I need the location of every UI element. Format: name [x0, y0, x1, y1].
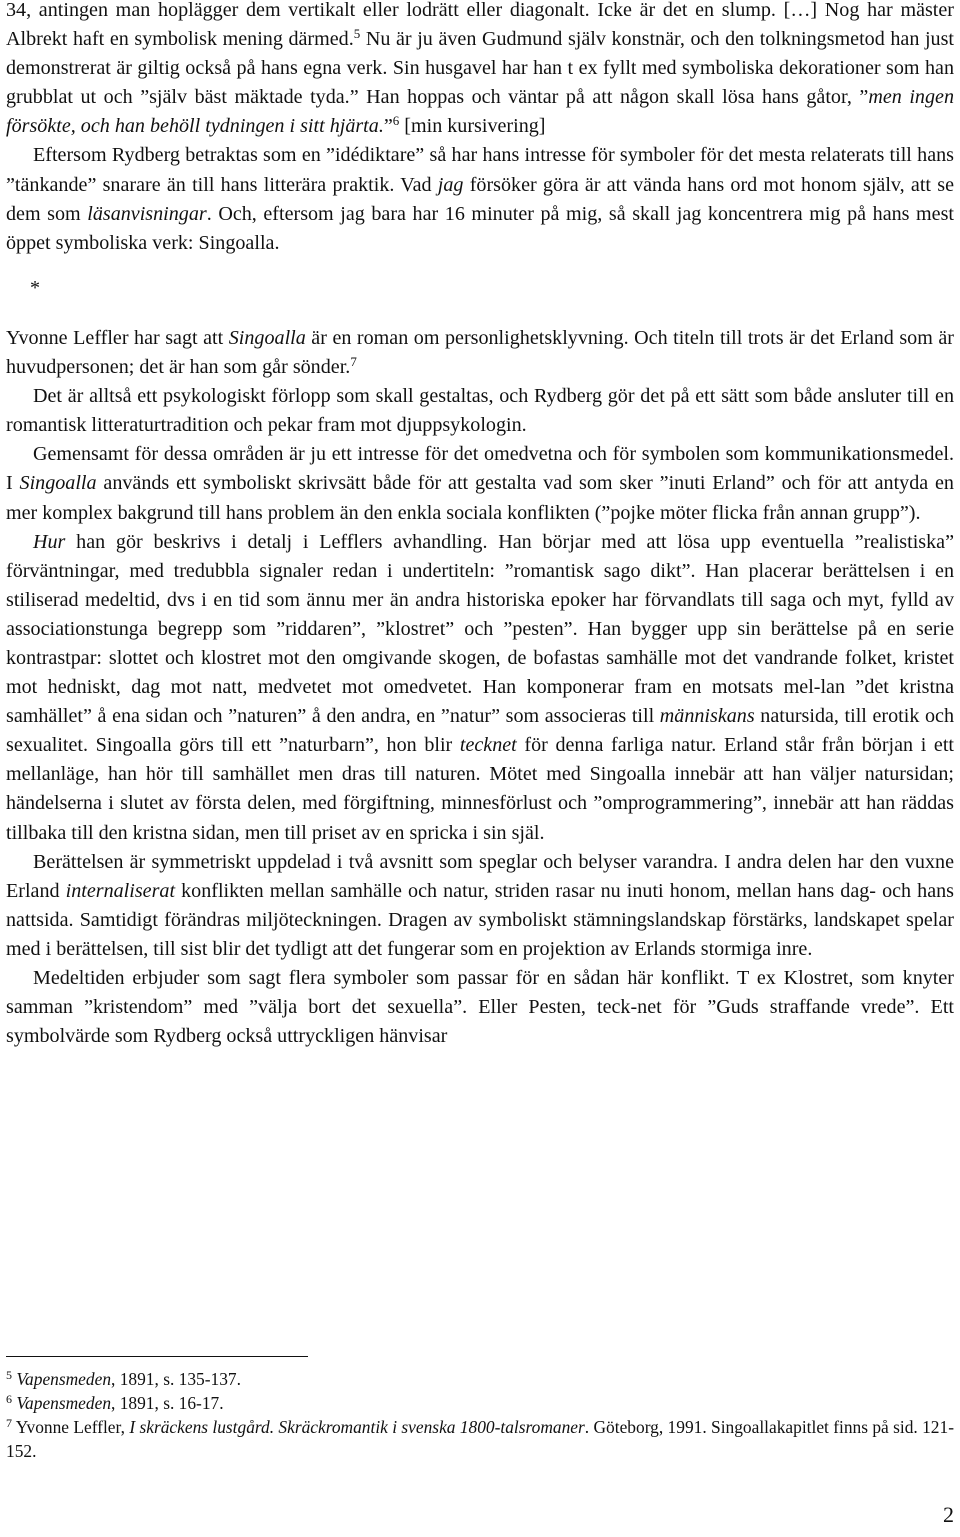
paragraph [6, 0, 954, 141]
text-run: är en roman om personlighetsklyvning. Och titeln till trots är det Erland som är huvudpersonen; det är han som går sönder. [6, 326, 954, 379]
footnotes [6, 1367, 954, 1463]
paragraph [6, 141, 954, 257]
text-run: används ett symboliskt skrivsätt både för att gestalta vad som sker ”inuti Erland” och för att antyda en mer komplex bakgrund till hans problem än den enkla sociala konflikten (”pojke möter flicka från annan grupp”). [6, 472, 954, 524]
text-run: Berättelsen är symmetriskt uppdelad i två avsnitt som speglar och belyser varandra. I andra delen har den vuxne Erland [6, 850, 954, 902]
italic-text: men ingen försökte, och han behöll tydningen i sitt hjärta. [6, 86, 954, 138]
paragraph [6, 440, 954, 527]
footnote-marker: 5 [6, 1368, 12, 1382]
text-run: konflikten mellan samhälle och natur, striden rasar nu inuti honom, mellan hans dag- och hans nattsida. Samtidigt förändras miljöteckningen. Dragen av symboliskt stämningslandskap förstärks, landskapet spelar med i berättelsen, till sist blir det tydligt att det fungerar som en projektion av Erlands stormiga inre. [6, 879, 954, 960]
footnote [6, 1367, 954, 1391]
italic-text: I skräckens lustgård. Skräckromantik i svenska 1800-talsromaner [129, 1417, 585, 1437]
text-run: Gemensamt för dessa områden är ju ett intresse för det omedvetna och för symbolen som kommunikationsmedel. I [6, 443, 954, 495]
paragraph [6, 382, 954, 440]
footnote [6, 1391, 954, 1415]
italic-text: Vapensmeden [16, 1369, 112, 1389]
text-run: försöker göra är att vända hans ord mot honom själv, att se dem som [6, 173, 954, 225]
footnote-marker: 6 [392, 113, 400, 129]
paragraph [6, 848, 954, 964]
paragraph [6, 528, 954, 848]
page-number: 2 [943, 1502, 954, 1527]
footnote-marker: 5 [353, 26, 361, 42]
paragraph [6, 324, 954, 382]
footnote-marker: 7 [350, 354, 357, 370]
text-run: natursida, till erotik och sexualitet. Singoalla görs till ett ”naturbarn”, hon blir [6, 705, 954, 757]
text-run: Det är alltså ett psykologiskt förlopp som skall gestaltas, och Rydberg gör det på ett sätt som både ansluter till en romantisk litteraturtradition och pekar fram mot djuppsykologin. [6, 385, 954, 437]
text-run: , 1891, s. 135-137. [111, 1369, 241, 1389]
text-run: 34, antingen man hoplägger dem vertikalt eller lodrätt eller diagonalt. Icke är det en slump. […] Nog har mäster Albrekt haft en symbolisk mening därmed. [6, 0, 954, 51]
text-run: Medeltiden erbjuder som sagt flera symboler som passar för en sådan här konflikt. T ex Klostret, som knyter samman ”kristendom” med ”välja bort det sexuella”. Eller Pesten, teck-net för ”Guds straffande vrede”. Ett symbolvärde som Rydberg också uttryckligen hänvisar [6, 967, 954, 1048]
footnote [6, 1415, 954, 1463]
italic-text: Singoalla [19, 472, 97, 495]
footnote-marker: 7 [6, 1416, 12, 1430]
italic-text: tecknet [459, 734, 517, 757]
paragraph [6, 964, 954, 1051]
text-run: Yvonne Leffler har sagt att [6, 326, 229, 349]
text-run: Yvonne Leffler, [12, 1417, 130, 1437]
section-separator: * [30, 276, 41, 299]
text-run: , 1891, s. 16-17. [111, 1393, 224, 1413]
body-text [6, 0, 954, 1051]
text-run: han gör beskrivs i detalj i Lefflers avhandling. Han börjar med att lösa upp eventuella ”realistiska” förväntningar, med tredubbla signaler redan i undertiteln: ”romantisk sago dikt”. Han placerar berättelsen i en stiliserad medeltid, dvs i en tid som ännu mer än andra historiska epoker har förvandlats till saga och myt, fylld av associationstunga begrepp som ”riddaren”, ”klostret” och ”pesten”. Han bygger upp sin berättelse på en serie kontrastpar: slottet och klostret mot den omgivande skogen, de bofastas samhälle mot det vandrande folket, kristet mot hedniskt, dag mot natt, medvetet mot omedvetet. Han komponerar fram en motsats mel-lan ”det kristna samhället” å ena sidan och ”naturen” å den andra, en ”natur” som associeras till [6, 530, 954, 728]
footnote-marker: 6 [6, 1392, 12, 1406]
text-run: Eftersom Rydberg betraktas som en ”idédiktare” så har hans intresse för symboler för det mesta relaterats till hans ”tänkande” snarare än till hans litterära praktik. Vad [6, 144, 954, 196]
italic-text: jag [437, 173, 464, 196]
italic-text: internaliserat [65, 879, 176, 902]
italic-text: läsanvisningar [87, 202, 207, 225]
text-run: . Göteborg, 1991. Singoallakapitlet finns på sid. 121-152. [6, 1417, 954, 1461]
text-run: Nu är ju även Gudmund själv konstnär, och den tolkningsmetod han just demonstrerat är giltig också på hans egna verk. Sin husgavel har han t ex fyllt med symboliska dekorationer som han grubblat ut och ”själv bäst mäktade tyda.” Han hoppas och väntar på att någon skall lösa hans gåtor, ” [6, 28, 954, 109]
text-run: för denna farliga natur. Erland står från början i ett mellanläge, han hör till samhället men dras till naturen. Mötet med Singoalla innebär att han väljer natursidan; händelserna i slutet av första delen, med förgiftning, minnesförlust och ”omprogrammering”, innebär att han räddas tillbaka till den kristna sidan, men till priset av en spricka i sin själ. [6, 734, 955, 844]
text-run: [min kursivering] [399, 115, 546, 138]
text-run: ” [383, 115, 393, 138]
italic-text: Singoalla [228, 326, 306, 349]
italic-text: människans [659, 705, 755, 728]
italic-text: Hur [33, 530, 66, 553]
footnote-divider [6, 1356, 308, 1357]
text-run: . Och, eftersom jag bara har 16 minuter på mig, så skall jag koncentrera mig på hans mest öppet symboliska verk: Singoalla. [6, 202, 954, 254]
italic-text: Vapensmeden [16, 1393, 112, 1413]
